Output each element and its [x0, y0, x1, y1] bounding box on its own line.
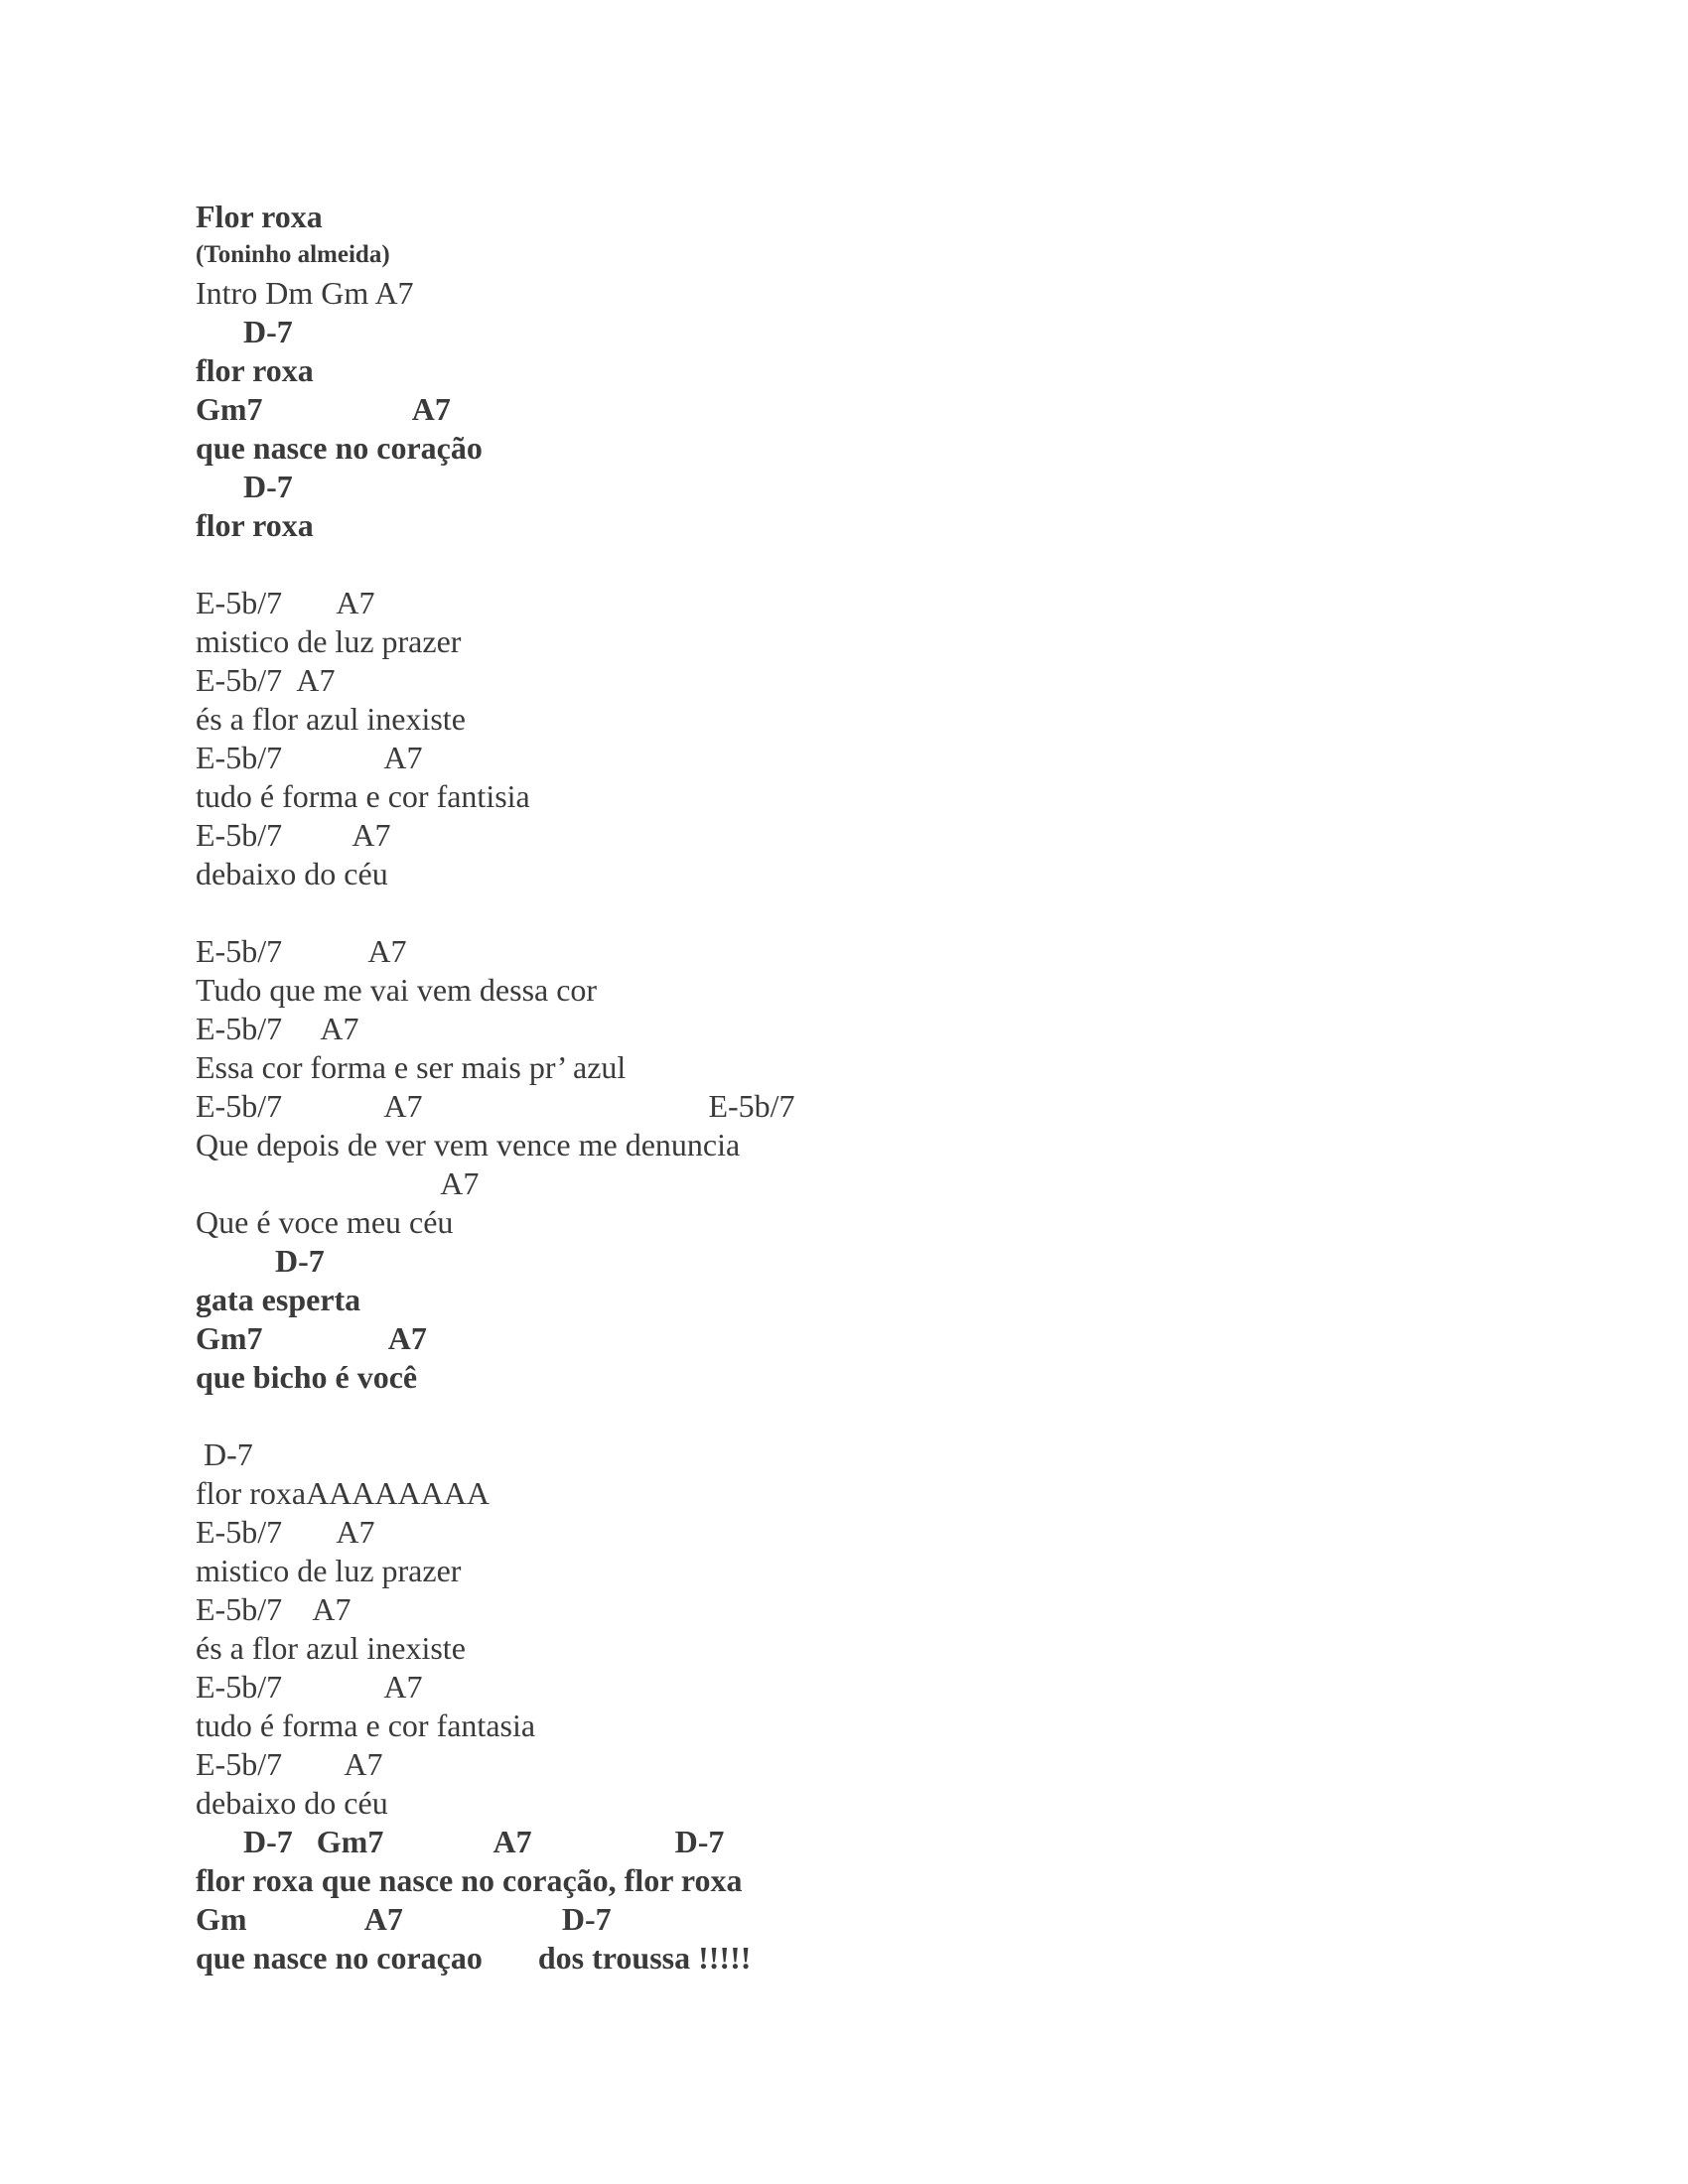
lyric-line: flor roxa: [196, 507, 314, 543]
lyric-line: flor roxa que nasce no coração, flor roxa: [196, 1862, 743, 1898]
chord-line: E-5b/7 A7: [196, 1669, 423, 1705]
song-author: (Toninho almeida): [196, 241, 390, 268]
lyric-line: és a flor azul inexiste: [196, 1630, 466, 1666]
blank-line: [196, 545, 1486, 584]
lyric-line: debaixo do céu: [196, 856, 388, 891]
lyric-line: Que é voce meu céu: [196, 1204, 454, 1240]
chord-line: A7: [196, 1165, 480, 1201]
lyric-line: flor roxaAAAAAAAA: [196, 1475, 490, 1511]
chord-line: D-7 Gm7 A7 D-7: [196, 1824, 725, 1859]
chord-line: E-5b/7 A7: [196, 1011, 359, 1046]
chord-line: E-5b/7 A7: [196, 740, 423, 775]
lyric-line: tudo é forma e cor fantasia: [196, 1707, 536, 1743]
chord-line: E-5b/7 A7: [196, 933, 407, 969]
lyric-line: Essa cor forma e ser mais pr’ azul: [196, 1049, 627, 1085]
lyric-line: que bicho é você: [196, 1359, 418, 1395]
chord-line: D-7: [196, 314, 293, 349]
lyric-line: Tudo que me vai vem dessa cor: [196, 972, 598, 1008]
lyric-line: debaixo do céu: [196, 1785, 388, 1821]
lyric-line: és a flor azul inexiste: [196, 701, 466, 737]
intro-line: Intro Dm Gm A7: [196, 275, 414, 311]
lyric-line: flor roxa: [196, 352, 314, 388]
song-title: Flor roxa: [196, 199, 323, 234]
lyric-lines: [196, 313, 1486, 1978]
blank-line: [196, 1397, 1486, 1435]
chord-line: E-5b/7 A7 E-5b/7: [196, 1088, 795, 1124]
lyrics-sheet: [196, 197, 1486, 1978]
blank-line: [196, 893, 1486, 932]
lyric-line: Que depois de ver vem vence me denuncia: [196, 1127, 741, 1162]
chord-line: D-7: [196, 1243, 325, 1279]
chord-line: E-5b/7 A7: [196, 585, 375, 620]
lyric-line: tudo é forma e cor fantisia: [196, 778, 530, 814]
chord-line: D-7: [196, 1436, 253, 1472]
chord-line: D-7: [196, 469, 293, 504]
chord-line: E-5b/7 A7: [196, 817, 391, 853]
chord-line: Gm7 A7: [196, 1320, 427, 1356]
chord-line: E-5b/7 A7: [196, 1591, 352, 1627]
lyric-line: gata esperta: [196, 1282, 361, 1317]
chord-line: Gm7 A7: [196, 391, 451, 427]
chord-line: E-5b/7 A7: [196, 1514, 375, 1550]
lyric-line: mistico de luz prazer: [196, 1553, 462, 1588]
lyric-line: que nasce no coraçao dos troussa !!!!!: [196, 1940, 752, 1976]
lyric-line: mistico de luz prazer: [196, 623, 462, 659]
chord-line: Gm A7 D-7: [196, 1901, 612, 1937]
lyric-line: que nasce no coração: [196, 430, 483, 466]
chord-line: E-5b/7 A7: [196, 662, 336, 698]
chord-line: E-5b/7 A7: [196, 1746, 383, 1782]
